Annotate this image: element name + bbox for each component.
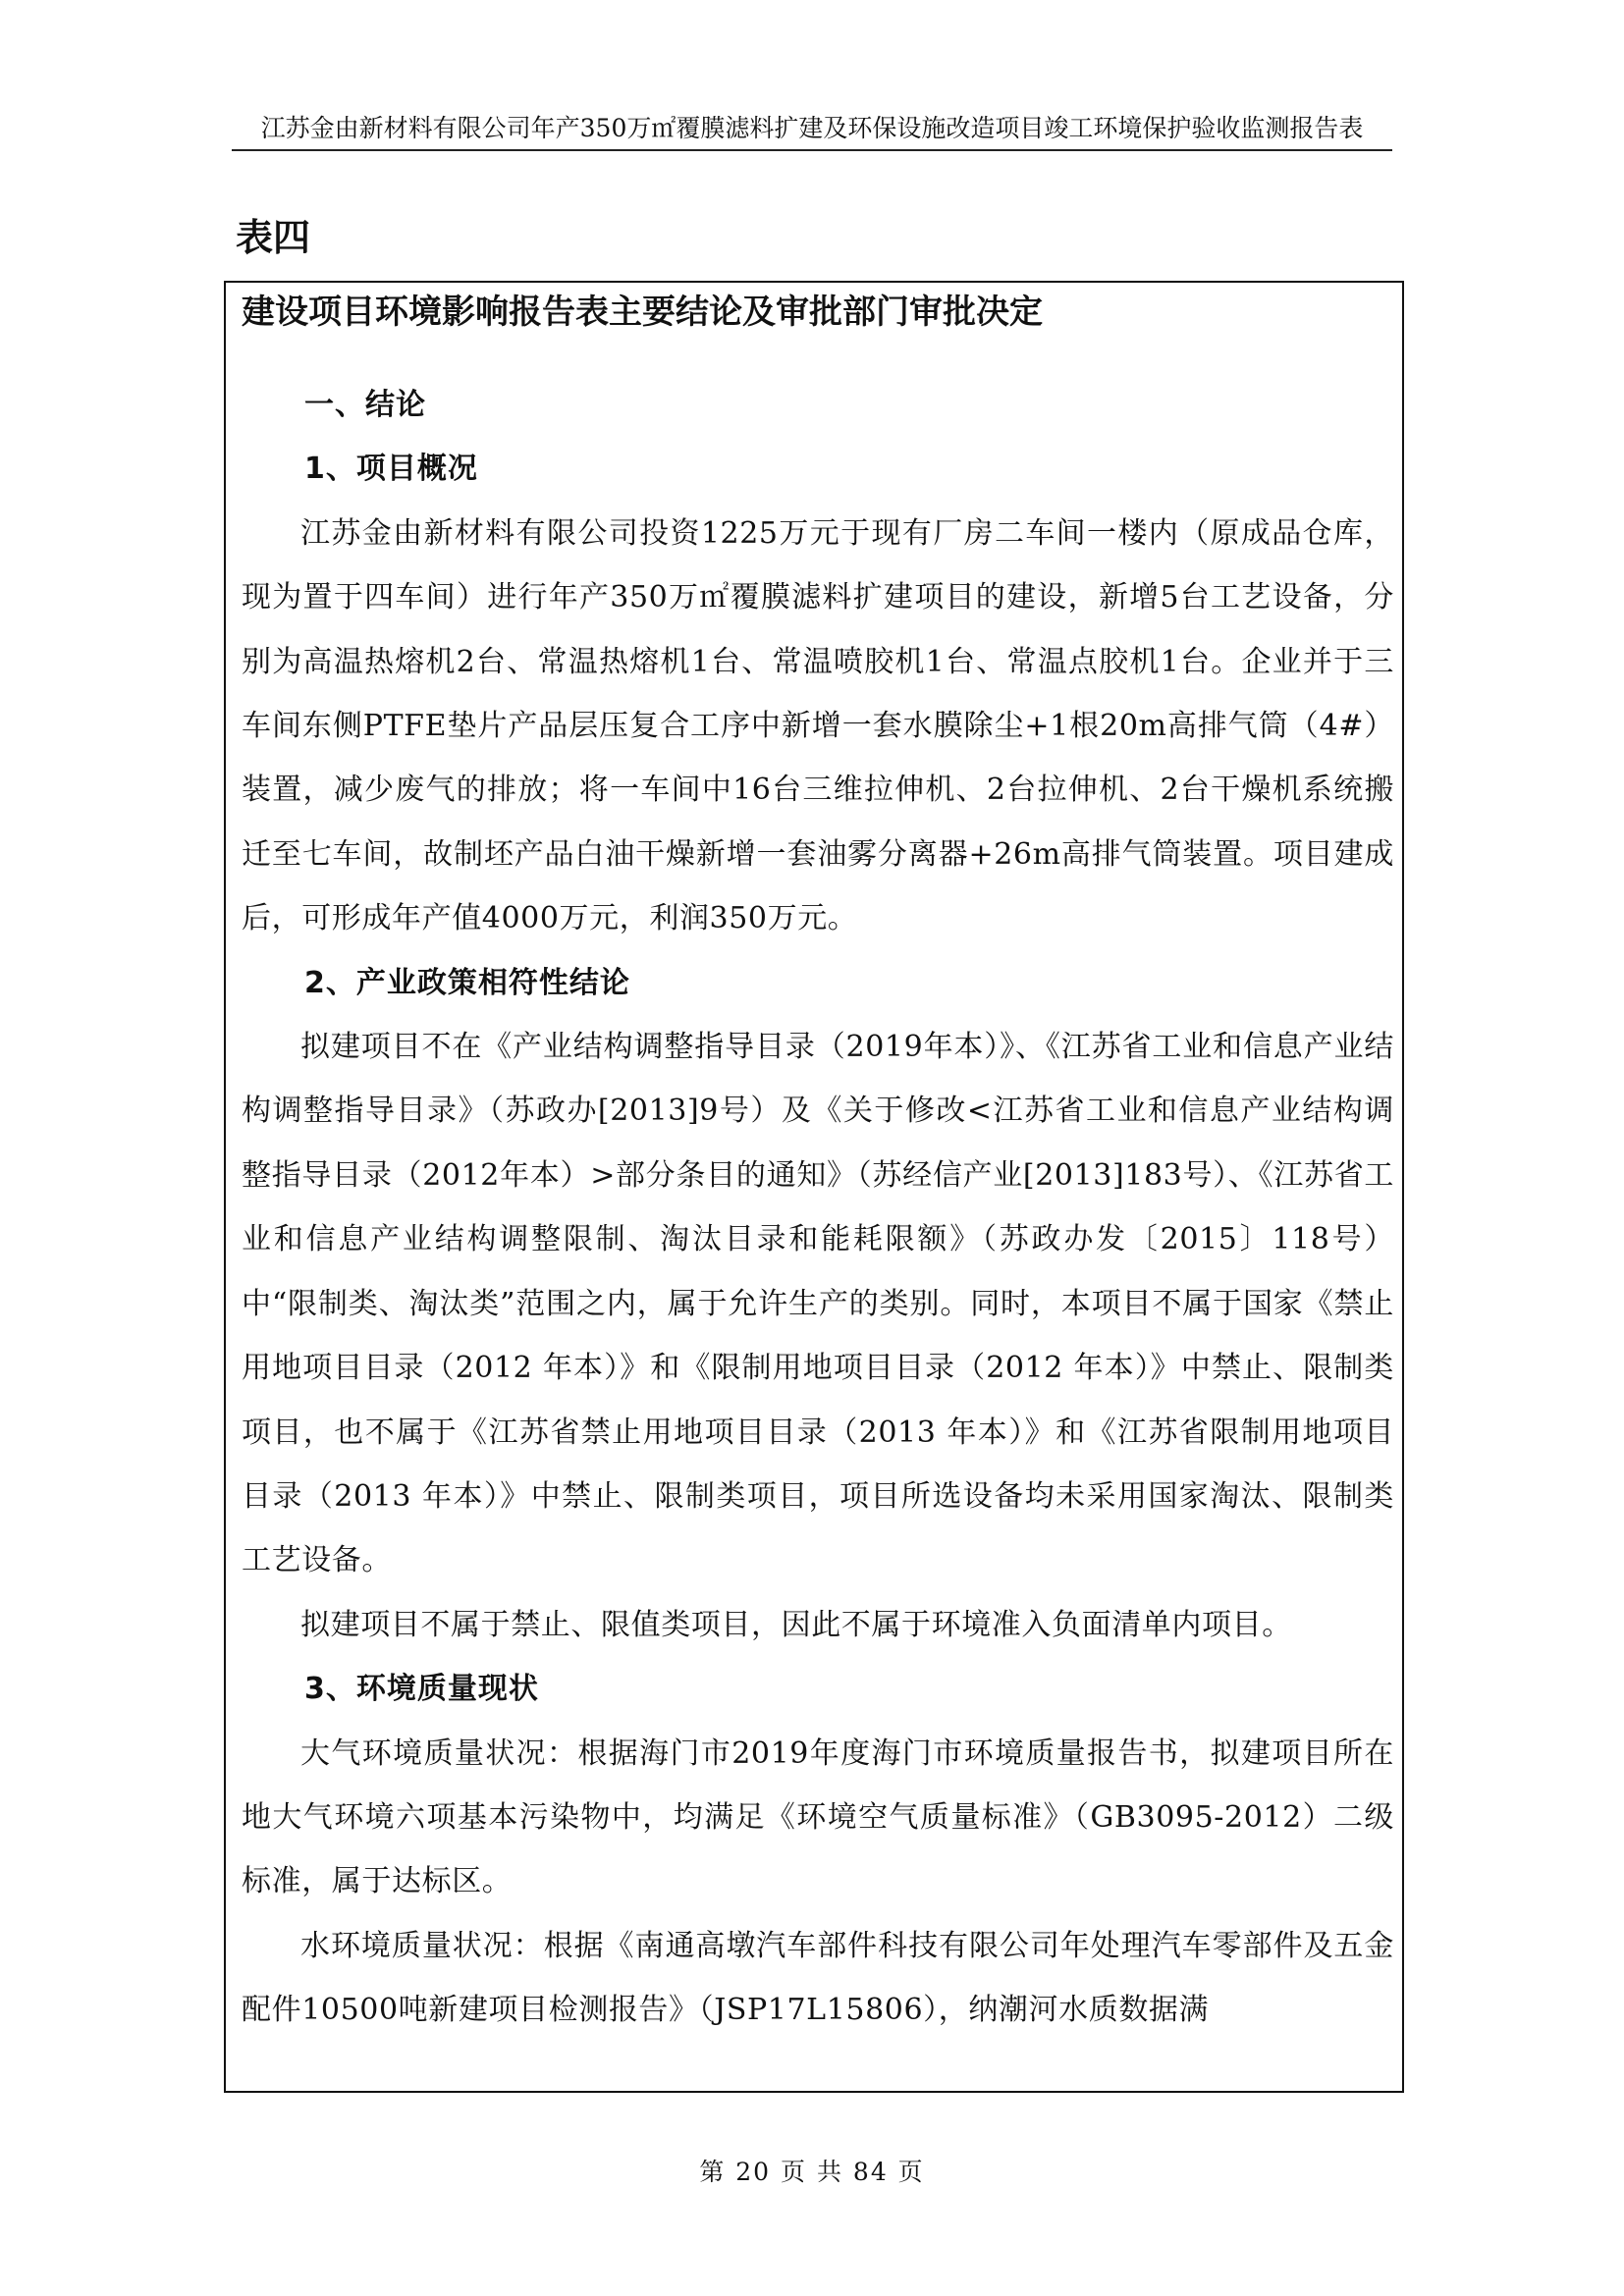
- paragraph-project-overview: 江苏金由新材料有限公司投资1225万元于现有厂房二车间一楼内（原成品仓库，现为置于四车间）进行年产350万㎡覆膜滤料扩建项目的建设，新增5台工艺设备，分别为高温热熔机2台、常温热熔机1台、常温喷胶机1台、常温点胶机1台。企业并于三车间东侧PTFE垫片产品层压复合工序中新增一套水膜除尘+1根20m高排气筒（4#）装置，减少废气的排放；将一车间中16台三维拉伸机、2台拉伸机、2台干燥机系统搬迁至七车间，故制坯产品白油干燥新增一套油雾分离器+26m高排气筒装置。项目建成后，可形成年产值4000万元，利润350万元。: [242, 515, 1394, 936]
- heading-conclusion: 一、结论: [304, 388, 426, 422]
- header-divider: [232, 149, 1392, 151]
- paragraph-water-quality: 水环境质量状况：根据《南通高墩汽车部件科技有限公司年处理汽车零部件及五金配件10500吨新建项目检测报告》（JSP17L15806），纳潮河水质数据满: [242, 1928, 1394, 2028]
- heading-policy-compliance: 2、产业政策相符性结论: [304, 965, 630, 1000]
- paragraph-negative-list: 拟建项目不属于禁止、限值类项目，因此不属于环境准入负面清单内项目。: [300, 1607, 1292, 1642]
- section-label: 表四: [236, 216, 311, 259]
- page-number: 第 20 页 共 84 页: [699, 2158, 925, 2186]
- heading-environmental-quality: 3、环境质量现状: [304, 1672, 539, 1707]
- paragraph-air-quality: 大气环境质量状况：根据海门市2019年度海门市环境质量报告书，拟建项目所在地大气环境六项基本污染物中，均满足《环境空气质量标准》（GB3095-2012）二级标准，属于达标区。: [242, 1735, 1394, 1899]
- paragraph-policy-compliance: 拟建项目不在《产业结构调整指导目录（2019年本）》、《江苏省工业和信息产业结构调整指导目录》（苏政办[2013]9号）及《关于修改<江苏省工业和信息产业结构调整指导目录（2012年本）>部分条目的通知》（苏经信产业[2013]183号）、《江苏省工业和信息产业结构调整限制、淘汰目录和能耗限额》（苏政办发〔2015〕118号）中“限制类、淘汰类”范围之内，属于允许生产的类别。同时，本项目不属于国家《禁止用地项目目录（2012 年本）》和《限制用地项目目录（2012 年本）》中禁止、限制类项目，也不属于《江苏省禁止用地项目目录（2013 年本）》和《江苏省限制用地项目目录（2013 年本）》中禁止、限制类项目，项目所选设备均未采用国家淘汰、限制类工艺设备。: [242, 1030, 1394, 1578]
- heading-project-overview: 1、项目概况: [304, 452, 478, 487]
- frame-title: 建设项目环境影响报告表主要结论及审批部门审批决定: [242, 293, 1043, 332]
- conclusion-body: [242, 373, 1394, 2043]
- running-header-title: 江苏金由新材料有限公司年产350万㎡覆膜滤料扩建及环保设施改造项目竣工环境保护验收监测报告表: [260, 114, 1364, 142]
